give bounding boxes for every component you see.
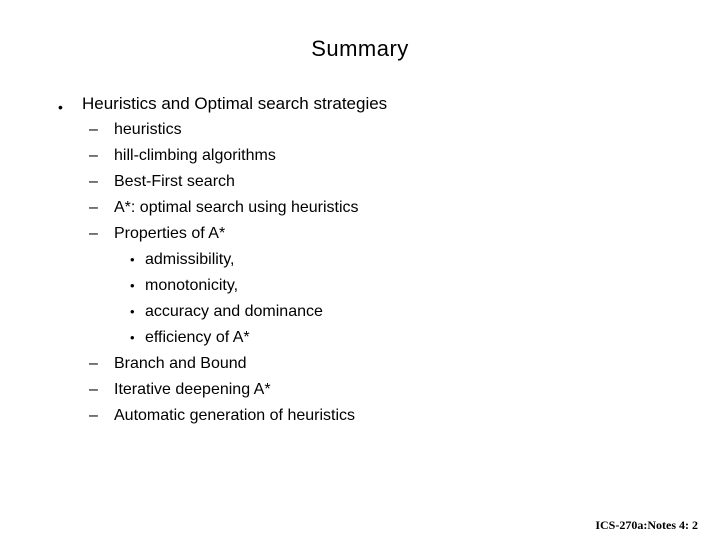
bullet-icon: • bbox=[58, 99, 63, 115]
dot-icon: • bbox=[130, 278, 135, 293]
dot-icon: • bbox=[130, 304, 135, 319]
list-item bbox=[0, 351, 720, 377]
list-item-text: Best-First search bbox=[114, 173, 235, 190]
list-item bbox=[0, 221, 720, 247]
sub-list-item-text: accuracy and dominance bbox=[145, 303, 323, 320]
list-item bbox=[0, 169, 720, 195]
sub-list-item bbox=[0, 325, 720, 351]
list-item-text: Properties of A* bbox=[114, 225, 226, 242]
dash-icon: – bbox=[89, 147, 98, 164]
main-bullet-heading: Heuristics and Optimal search strategies bbox=[82, 94, 388, 113]
list-item bbox=[0, 117, 720, 143]
dash-icon: – bbox=[89, 407, 98, 424]
sub-list-item-text: efficiency of A* bbox=[145, 329, 250, 346]
list-item-text: hill-climbing algorithms bbox=[114, 147, 276, 164]
dash-icon: – bbox=[89, 225, 98, 242]
list-item-text: Branch and Bound bbox=[114, 355, 247, 372]
dash-icon: – bbox=[89, 121, 98, 138]
sub-list-item bbox=[0, 273, 720, 299]
list-item bbox=[0, 377, 720, 403]
sub-list-item bbox=[0, 299, 720, 325]
slide-title: Summary bbox=[311, 36, 409, 61]
dot-icon: • bbox=[130, 252, 135, 267]
sub-list-item bbox=[0, 247, 720, 273]
dash-icon: – bbox=[89, 381, 98, 398]
dash-icon: – bbox=[89, 355, 98, 372]
list-item bbox=[0, 403, 720, 429]
dot-icon: • bbox=[130, 330, 135, 345]
sub-list-item-text: monotonicity, bbox=[145, 277, 239, 294]
list-item-text: A*: optimal search using heuristics bbox=[114, 199, 359, 216]
dash-icon: – bbox=[89, 199, 98, 216]
dash-icon: – bbox=[89, 173, 98, 190]
list-item bbox=[0, 143, 720, 169]
slide-footer: ICS-270a:Notes 4: 2 bbox=[595, 518, 698, 532]
sub-list-item-text: admissibility, bbox=[145, 251, 235, 268]
sub-bullet-list bbox=[0, 117, 720, 429]
list-item-text: heuristics bbox=[114, 121, 182, 138]
list-item-text: Automatic generation of heuristics bbox=[114, 407, 356, 424]
list-item bbox=[0, 195, 720, 221]
list-item-text: Iterative deepening A* bbox=[114, 381, 271, 398]
